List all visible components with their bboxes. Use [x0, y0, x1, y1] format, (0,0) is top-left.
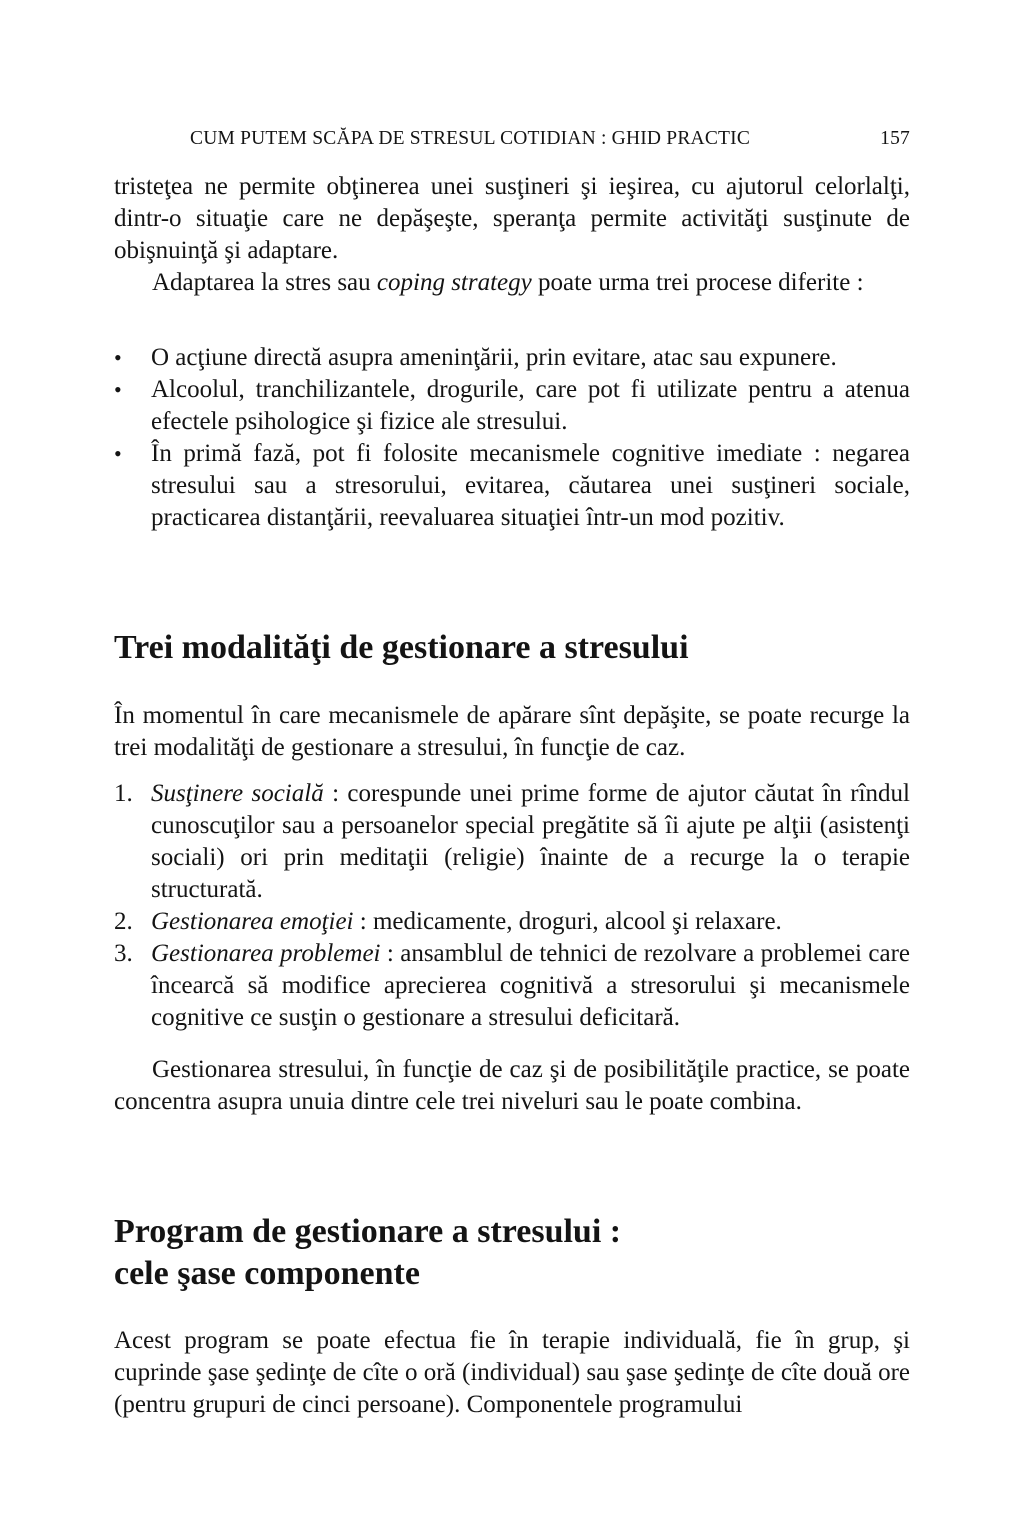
numbered-item	[114, 778, 910, 906]
item-term: Susţinere socială	[151, 780, 324, 807]
page-number: 157	[880, 128, 910, 149]
item-number: 3.	[114, 940, 133, 967]
paragraph-coping	[114, 267, 910, 299]
item-term: Gestionarea problemei	[151, 940, 381, 967]
section-continuation	[114, 171, 910, 299]
paragraph-coping-start: Adaptarea la stres sau	[152, 269, 377, 296]
section-program	[114, 1325, 910, 1421]
bullet-icon: •	[114, 345, 122, 370]
item-term: Gestionarea emoţiei	[151, 908, 354, 935]
section-trei-modalitati	[114, 700, 910, 1118]
item-number: 1.	[114, 780, 133, 807]
item-number: 2.	[114, 908, 133, 935]
heading-line-1: Program de gestionare a stresului :	[114, 1213, 622, 1250]
paragraph-closing: Gestionarea stresului, în funcţie de caz şi de posibilităţile practice, se poate concentra asupra unuia dintre cele trei niveluri sau le poate combina.	[114, 1056, 910, 1115]
item-text: : corespunde unei prime forme de ajutor căutat în rîndul cunoscuţilor sau a persoanelor special pregătite să îi ajute pe alţii (asistenţi sociali) ori prin meditaţii (religie) înainte de a recurge la o terapie structurată.	[151, 780, 910, 903]
numbered-item	[114, 938, 910, 1034]
running-header-title: CUM PUTEM SCĂPA DE STRESUL COTIDIAN : GHID PRACTIC	[190, 128, 751, 149]
bullet-list	[114, 342, 910, 534]
list-item	[114, 342, 910, 374]
paragraph-intro: În momentul în care mecanismele de apărare sînt depăşite, se poate recurge la trei modalităţi de gestionare a stresului, în funcţie de caz.	[114, 702, 910, 761]
list-item	[114, 374, 910, 438]
section-heading-program	[114, 1211, 910, 1295]
heading-line-2: cele şase componente	[114, 1255, 420, 1292]
paragraph-continued: tristeţea ne permite obţinerea unei susţineri şi ieşirea, cu ajutorul celorlalţi, dintr-o situaţie care ne depăşeşte, speranţa permite activităţi susţinute de obişnuinţă şi adaptare.	[114, 173, 910, 264]
list-item	[114, 438, 910, 534]
bullet-icon: •	[114, 377, 122, 402]
paragraph-coping-end: poate urma trei procese diferite :	[531, 269, 864, 296]
list-item-text: În primă fază, pot fi folosite mecanismele cognitive imediate : negarea stresului sau a stresorului, evitarea, căutarea unei susţineri sociale, practicarea distanţării, reevaluarea situaţiei într-un mod pozitiv.	[151, 440, 910, 531]
numbered-item	[114, 906, 910, 938]
coping-strategy-term: coping strategy	[376, 269, 532, 296]
bullet-icon: •	[114, 441, 122, 466]
list-item-text: O acţiune directă asupra ameninţării, prin evitare, atac sau expunere.	[151, 344, 837, 371]
section-heading-trei-modalitati: Trei modalităţi de gestionare a stresului	[114, 629, 689, 666]
running-header	[114, 128, 910, 156]
item-text: : medicamente, droguri, alcool şi relaxare.	[353, 908, 782, 935]
item-text: : ansamblul de tehnici de rezolvare a problemei care încearcă să modifice aprecierea cognitivă a stresorului şi mecanismele cognitive ce susţin o gestionare a stresului deficitară.	[151, 940, 910, 1031]
list-item-text: Alcoolul, tranchilizantele, drogurile, care pot fi utilizate pentru a atenua efectele psihologice şi fizice ale stresului.	[151, 376, 910, 435]
paragraph-program: Acest program se poate efectua fie în terapie individuală, fie în grup, şi cuprinde şase şedinţe de cîte o oră (individual) sau şase şedinţe de cîte două ore (pentru grupuri de cinci persoane). Componentele programului	[114, 1327, 910, 1418]
